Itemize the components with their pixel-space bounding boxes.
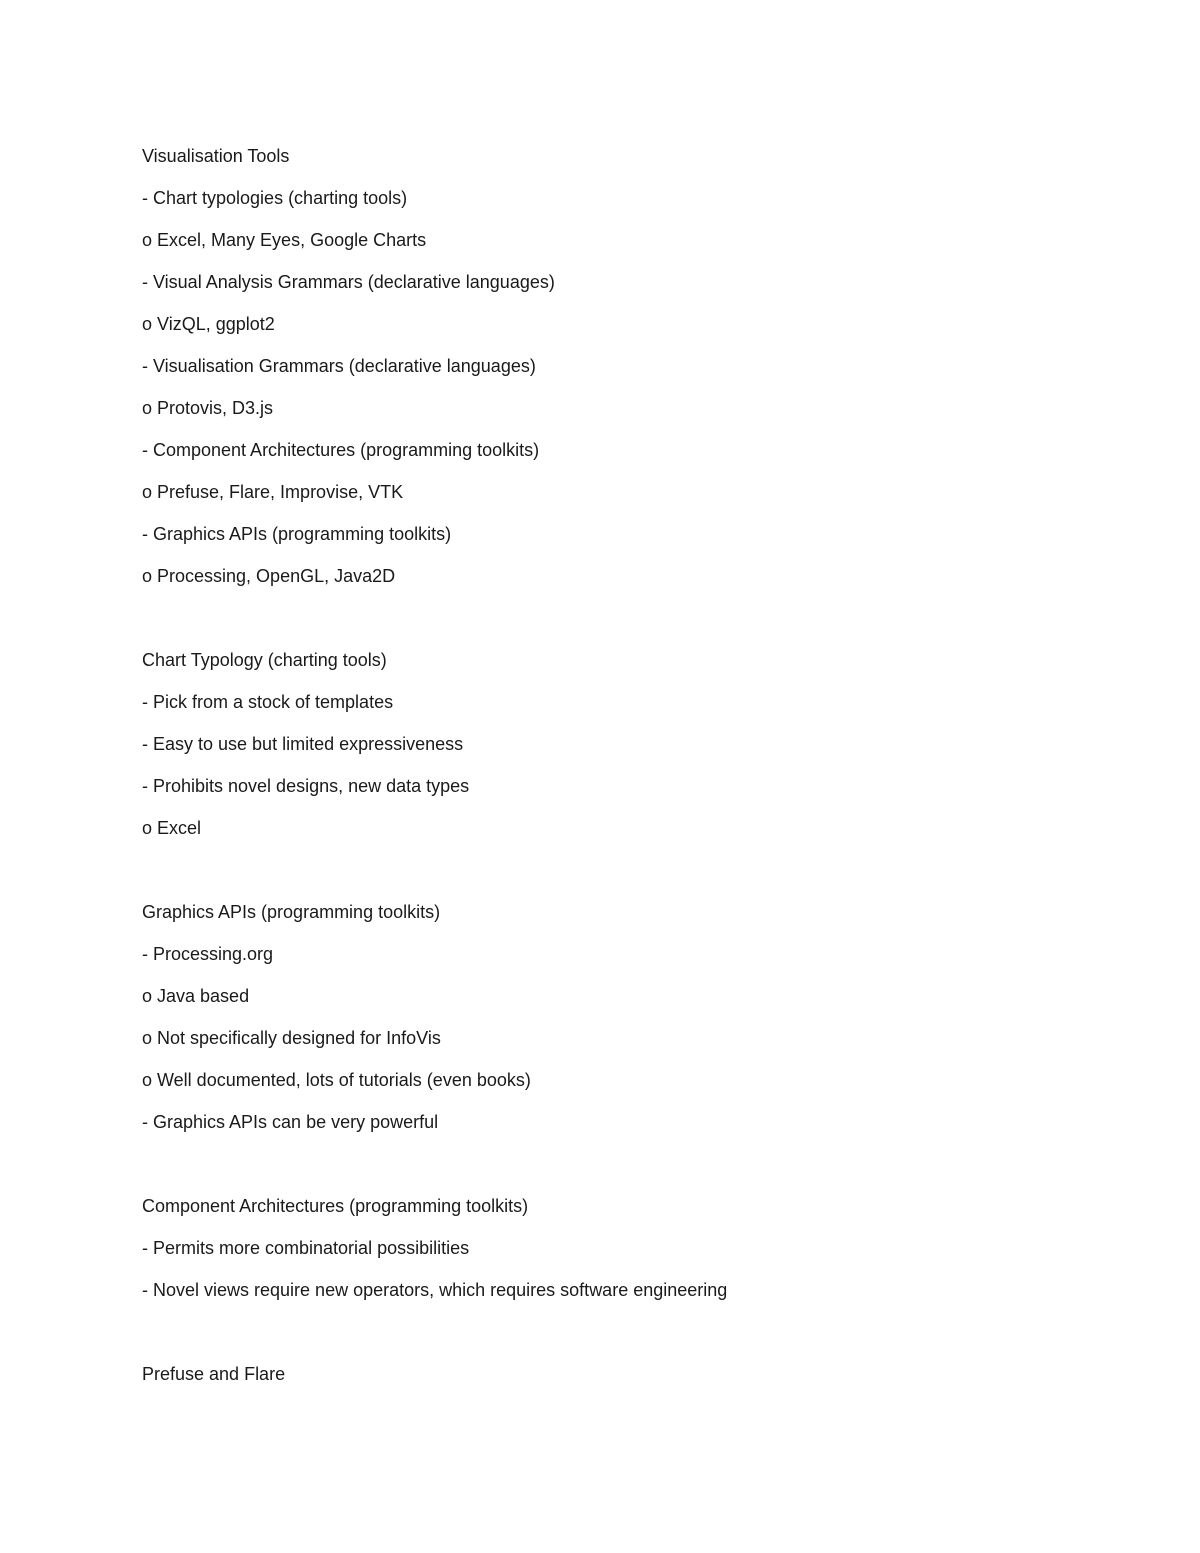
- subitem-prefuse-flare: o Prefuse, Flare, Improvise, VTK: [142, 482, 404, 502]
- subitem-java-based: o Java based: [142, 986, 250, 1006]
- heading-prefuse-and-flare: Prefuse and Flare: [142, 1364, 286, 1384]
- bullet-visual-analysis-grammars: - Visual Analysis Grammars (declarative languages): [142, 272, 555, 292]
- heading-graphics-apis: Graphics APIs (programming toolkits): [142, 902, 441, 922]
- bullet-graphics-apis-powerful: - Graphics APIs can be very powerful: [142, 1112, 439, 1132]
- heading-chart-typology: Chart Typology (charting tools): [142, 650, 387, 670]
- subitem-well-documented: o Well documented, lots of tutorials (even books): [142, 1070, 531, 1090]
- subitem-excel-many-eyes: o Excel, Many Eyes, Google Charts: [142, 230, 427, 250]
- bullet-visualisation-grammars: - Visualisation Grammars (declarative languages): [142, 356, 536, 376]
- bullet-combinatorial-possibilities: - Permits more combinatorial possibilities: [142, 1238, 470, 1258]
- subitem-processing-opengl: o Processing, OpenGL, Java2D: [142, 566, 396, 586]
- heading-component-architectures: Component Architectures (programming toolkits): [142, 1196, 529, 1216]
- subitem-not-designed-for-infovis: o Not specifically designed for InfoVis: [142, 1028, 441, 1048]
- bullet-component-architectures: - Component Architectures (programming toolkits): [142, 440, 540, 460]
- subitem-vizql-ggplot2: o VizQL, ggplot2: [142, 314, 275, 334]
- bullet-novel-views: - Novel views require new operators, which requires software engineering: [142, 1280, 728, 1300]
- subitem-protovis-d3: o Protovis, D3.js: [142, 398, 274, 418]
- subitem-excel: o Excel: [142, 818, 202, 838]
- bullet-easy-to-use: - Easy to use but limited expressiveness: [142, 734, 464, 754]
- bullet-prohibits-novel-designs: - Prohibits novel designs, new data types: [142, 776, 470, 796]
- bullet-processing-org: - Processing.org: [142, 944, 274, 964]
- bullet-graphics-apis: - Graphics APIs (programming toolkits): [142, 524, 452, 544]
- bullet-chart-typologies: - Chart typologies (charting tools): [142, 188, 408, 208]
- bullet-pick-templates: - Pick from a stock of templates: [142, 692, 394, 712]
- heading-visualisation-tools: Visualisation Tools: [142, 146, 290, 166]
